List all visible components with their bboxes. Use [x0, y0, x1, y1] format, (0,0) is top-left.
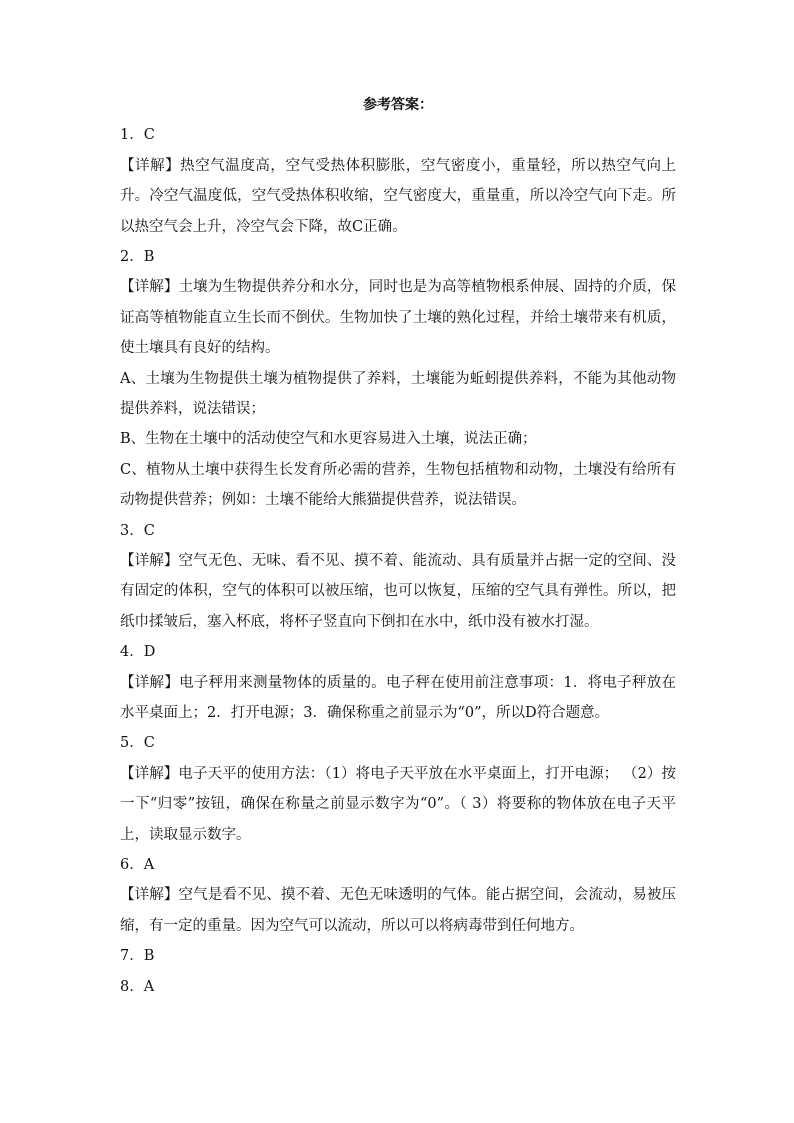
explanation-paragraph — [120, 364, 676, 425]
explanation-paragraph — [120, 151, 676, 242]
explanation-text: B、生物在土壤中的活动使空气和水更容易进入土壤，说法正确； — [120, 431, 537, 448]
explanation-tag: 【详解】 — [120, 765, 179, 782]
answer-number: 2．B — [120, 249, 155, 265]
page-title: 参考答案： — [363, 97, 433, 113]
explanation-text: 空气是看不见、摸不着、无色无味透明的气体。能占据空间，会流动，易被压缩，有一定的重量。因为空气可以流动，所以可以将病毒带到任何地方。 — [120, 887, 677, 934]
explanation-text: 电子天平的使用方法：（1）将电子天平放在水平桌面上，打开电源； （2）按一下“归零”按钮，确保在称量之前显示数字为“0”。（ 3）将要称的物体放在电子天平上，读取显示数字。 — [120, 765, 676, 843]
explanation-paragraph — [120, 455, 676, 516]
answer-number: 4．D — [120, 644, 156, 661]
answer-number: 8．A — [120, 978, 155, 995]
answer-number: 6．A — [120, 857, 155, 874]
explanation-tag: 【详解】 — [120, 887, 179, 904]
explanation-paragraph — [120, 424, 676, 454]
explanation-paragraph — [120, 880, 676, 941]
explanation-paragraph — [120, 668, 676, 729]
explanation-text: 热空气温度高，空气受热体积膨胀，空气密度小，重量轻，所以热空气向上升。冷空气温度低，空气受热体积收缩，空气密度大，重量重，所以冷空气向下走。所以热空气会上升，冷空气会下降，故C正确。 — [120, 157, 677, 235]
explanation-tag: 【详解】 — [120, 279, 179, 296]
explanation-paragraph — [120, 546, 676, 637]
explanation-tag: 【详解】 — [120, 674, 180, 691]
explanation-tag: 【详解】 — [120, 553, 179, 570]
answer-number: 1．C — [120, 127, 155, 144]
answer-number: 3．C — [120, 522, 155, 539]
explanation-text: 电子秤用来测量物体的质量的。电子秤在使用前注意事项：1．将电子秤放在水平桌面上；2．打开电源；3．确保称重之前显示为“0”，所以D符合题意。 — [120, 674, 676, 722]
answer-number: 7．B — [120, 948, 155, 965]
explanation-paragraph — [120, 759, 676, 850]
answer-content — [120, 90, 676, 1002]
explanation-text: C、植物从土壤中获得生长发育所必需的营养，生物包括植物和动物，土壤没有给所有动物提供营养；例如：土壤不能给大熊猫提供营养，说法错误。 — [120, 461, 676, 509]
explanation-text: A、土壤为生物提供土壤为植物提供了养料，土壤能为蚯蚓提供养料，不能为其他动物提供养料，说法错误； — [120, 370, 676, 418]
explanation-paragraph — [120, 272, 676, 363]
answer-number: 5．C — [120, 735, 155, 752]
explanation-text: 空气无色、无味、看不见、摸不着、能流动、具有质量并占据一定的空间、没有固定的体积，空气的体积可以被压缩，也可以恢复，压缩的空气具有弹性。所以，把纸巾揉皱后，塞入杯底，将杯子竖直向下倒扣在水中，纸巾没有被水打湿。 — [120, 553, 677, 630]
explanation-text: 土壤为生物提供养分和水分，同时也是为高等植物根系伸展、固持的介质，保证高等植物能直立生长而不倒伏。生物加快了土壤的熟化过程，并给土壤带来有机质，使土壤具有良好的结构。 — [120, 279, 677, 357]
explanation-tag: 【详解】 — [120, 157, 181, 174]
